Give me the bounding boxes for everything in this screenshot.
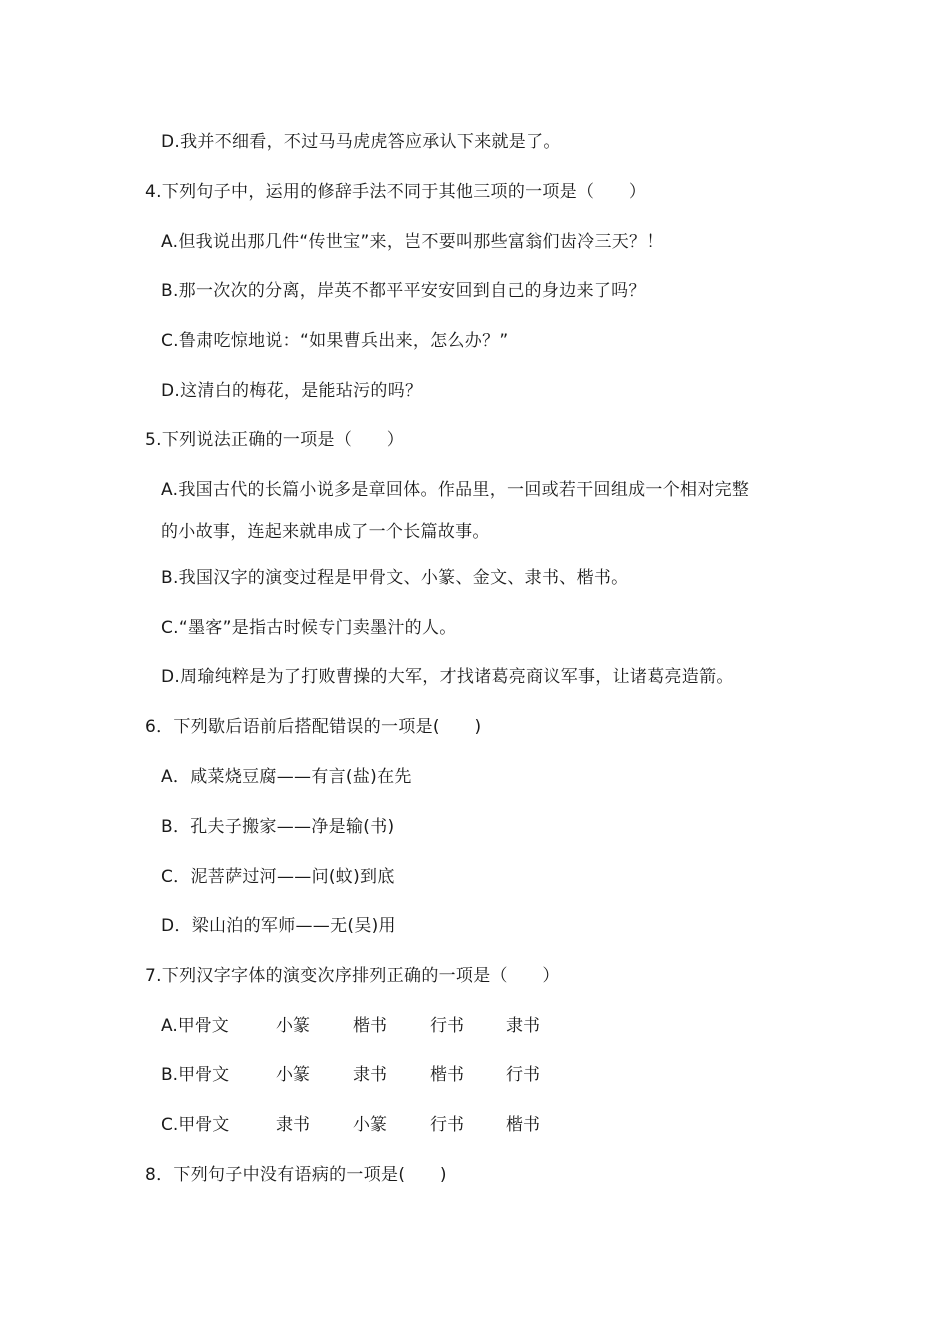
q7-option-c-item: 楷书 [506,1115,540,1135]
q7-option-b-item: 行书 [506,1065,540,1085]
q6-option-a: A．咸菜烧豆腐——有言(盐)在先 [161,767,412,787]
q7-option-b-label: B.甲骨文 [161,1065,230,1085]
q5-stem: 5.下列说法正确的一项是（ ） [145,430,405,450]
q3-option-d: D.我并不细看，不过马马虎虎答应承认下来就是了。 [161,132,561,152]
q4-option-d: D.这清白的梅花，是能玷污的吗？ [161,381,423,401]
q5-option-a-line1: A.我国古代的长篇小说多是章回体。作品里，一回或若干回组成一个相对完整 [161,480,750,500]
q8-stem: 8．下列句子中没有语病的一项是( ) [145,1165,447,1185]
q6-option-d: D．梁山泊的军师——无(吴)用 [161,916,396,936]
q7-option-c-item: 行书 [430,1115,464,1135]
q5-option-b: B.我国汉字的演变过程是甲骨文、小篆、金文、隶书、楷书。 [161,568,629,588]
q5-option-c: C.“墨客”是指古时候专门卖墨汁的人。 [161,618,457,638]
q7-option-b-item: 小篆 [276,1065,310,1085]
q7-option-a-label: A.甲骨文 [161,1016,229,1036]
q4-option-c: C.鲁肃吃惊地说：“如果曹兵出来，怎么办？” [161,331,509,351]
q7-option-a-item: 行书 [430,1016,464,1036]
q7-option-a-item: 楷书 [353,1016,387,1036]
q7-option-c-item: 小篆 [353,1115,387,1135]
q6-option-b: B．孔夫子搬家——净是输(书) [161,817,395,837]
q5-option-d: D.周瑜纯粹是为了打败曹操的大军，才找诸葛亮商议军事，让诸葛亮造箭。 [161,667,734,687]
q6-stem: 6．下列歇后语前后搭配错误的一项是( ) [145,717,482,737]
q4-option-b: B.那一次次的分离，岸英不都平平安安回到自己的身边来了吗？ [161,281,646,301]
q4-option-a: A.但我说出那几件“传世宝”来，岂不要叫那些富翁们齿冷三天？！ [161,232,664,252]
q6-option-c: C．泥菩萨过河——问(蚊)到底 [161,867,395,887]
q4-stem: 4.下列句子中，运用的修辞手法不同于其他三项的一项是（ ） [145,182,647,202]
q5-option-a-line2: 的小故事，连起来就串成了一个长篇故事。 [161,522,490,542]
q7-stem: 7.下列汉字字体的演变次序排列正确的一项是（ ） [145,966,560,986]
q7-option-b-item: 楷书 [430,1065,464,1085]
q7-option-c-label: C.甲骨文 [161,1115,230,1135]
q7-option-b-item: 隶书 [353,1065,387,1085]
q7-option-c-item: 隶书 [276,1115,310,1135]
q7-option-a-item: 隶书 [506,1016,540,1036]
q7-option-a-item: 小篆 [276,1016,310,1036]
